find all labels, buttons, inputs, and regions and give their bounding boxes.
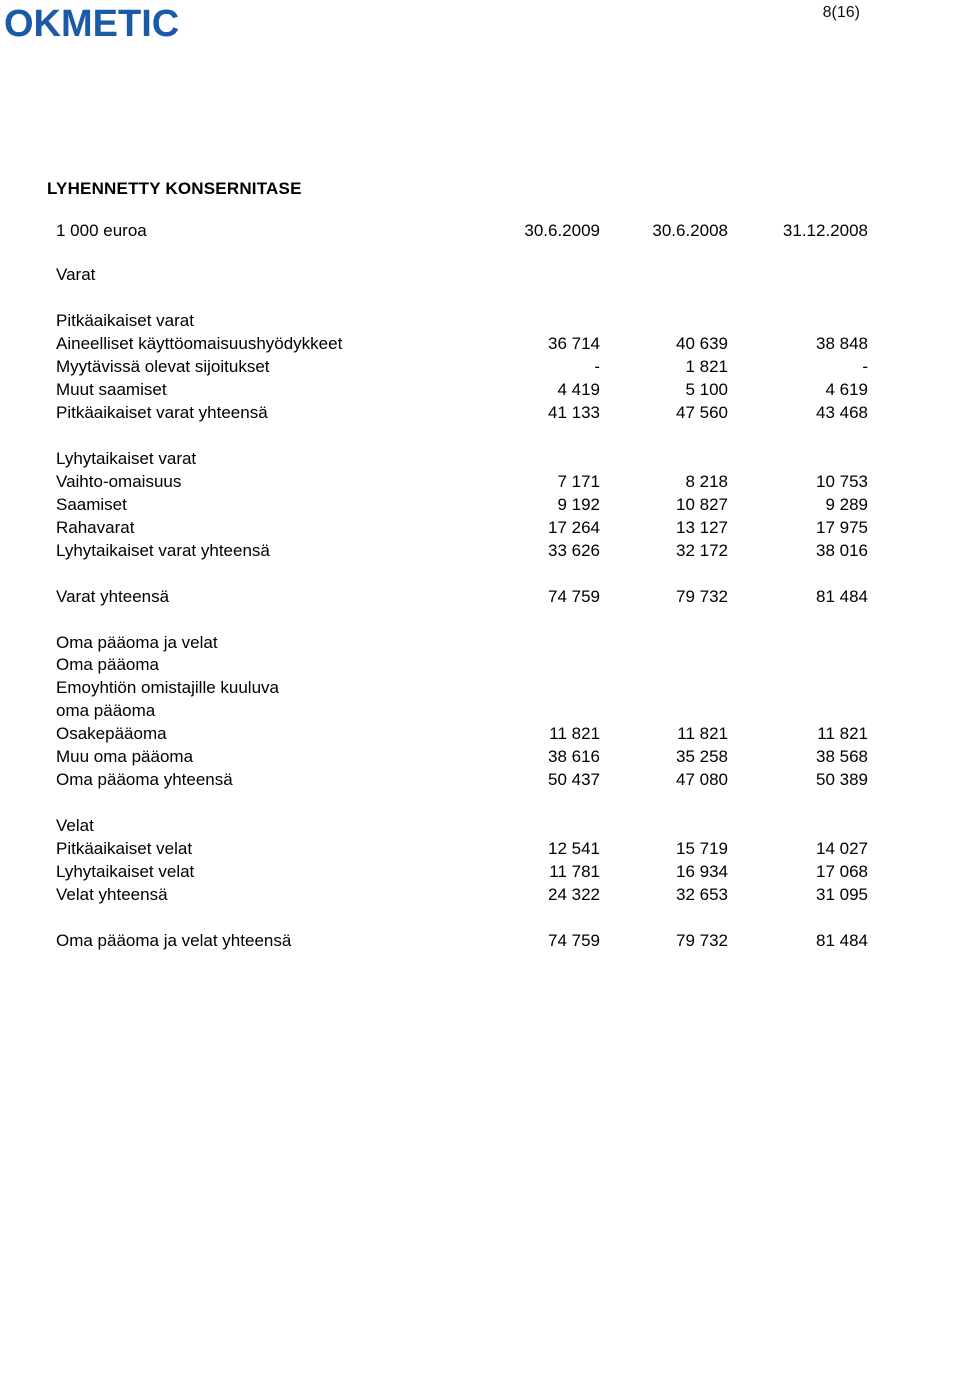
row-value: 10 753 bbox=[816, 472, 868, 491]
row-value: 16 934 bbox=[676, 862, 728, 881]
row-value: 35 258 bbox=[676, 747, 728, 766]
row-value: 74 759 bbox=[548, 587, 600, 606]
row-value: 10 827 bbox=[676, 495, 728, 514]
row-value: 9 192 bbox=[557, 495, 600, 514]
row-value: 50 389 bbox=[816, 770, 868, 789]
row-value: 14 027 bbox=[816, 839, 868, 858]
row-value: 81 484 bbox=[816, 931, 868, 950]
section-varat: Varat bbox=[56, 265, 96, 284]
column-header-2008-06: 30.6.2008 bbox=[652, 221, 728, 240]
section-oma-paaoma-ja-velat: Oma pääoma ja velat bbox=[56, 633, 218, 652]
row-value: 32 172 bbox=[676, 541, 728, 560]
row-value: 41 133 bbox=[548, 403, 600, 422]
row-label: Myytävissä olevat sijoitukset bbox=[56, 357, 270, 376]
row-value: 11 781 bbox=[549, 862, 600, 881]
row-label: Muut saamiset bbox=[56, 380, 167, 399]
row-label: Vaihto-omaisuus bbox=[56, 472, 182, 491]
row-value: 50 437 bbox=[548, 770, 600, 789]
row-value: 4 619 bbox=[825, 380, 868, 399]
row-label: Muu oma pääoma bbox=[56, 747, 194, 766]
logo-text: OKMETIC bbox=[4, 3, 180, 42]
section-lyhytaikaiset-varat: Lyhytaikaiset varat bbox=[56, 449, 197, 468]
row-label: Lyhytaikaiset varat yhteensä bbox=[56, 541, 270, 560]
row-value: 47 080 bbox=[676, 770, 728, 789]
row-value: 33 626 bbox=[548, 541, 600, 560]
row-value: 15 719 bbox=[676, 839, 728, 858]
row-label: Aineelliset käyttöomaisuushyödykkeet bbox=[56, 334, 343, 353]
row-value: 9 289 bbox=[825, 495, 868, 514]
row-value: 38 016 bbox=[816, 541, 868, 560]
row-value: 11 821 bbox=[677, 724, 728, 743]
row-value: 38 568 bbox=[816, 747, 868, 766]
row-label: Varat yhteensä bbox=[56, 587, 170, 606]
row-value: 11 821 bbox=[817, 724, 868, 743]
row-label: Oma pääoma ja velat yhteensä bbox=[56, 931, 292, 950]
row-label: Lyhytaikaiset velat bbox=[56, 862, 195, 881]
row-value: 5 100 bbox=[685, 380, 728, 399]
row-value: 47 560 bbox=[676, 403, 728, 422]
row-value: 7 171 bbox=[557, 472, 600, 491]
column-header-2009-06: 30.6.2009 bbox=[524, 221, 600, 240]
section-emoyhtio-line1: Emoyhtiön omistajille kuuluva bbox=[56, 678, 279, 697]
row-label: Velat yhteensä bbox=[56, 885, 168, 904]
row-value: - bbox=[862, 357, 868, 376]
row-value: 81 484 bbox=[816, 587, 868, 606]
row-value: 79 732 bbox=[676, 931, 728, 950]
okmetic-logo bbox=[4, 2, 200, 42]
row-value: 12 541 bbox=[548, 839, 600, 858]
row-value: 38 616 bbox=[548, 747, 600, 766]
row-value: 38 848 bbox=[816, 334, 868, 353]
column-header-2008-12: 31.12.2008 bbox=[782, 221, 868, 240]
row-label: Pitkäaikaiset velat bbox=[56, 839, 193, 858]
row-value: 43 468 bbox=[816, 403, 868, 422]
row-value: 1 821 bbox=[685, 357, 728, 376]
section-velat: Velat bbox=[56, 816, 94, 835]
row-value: 24 322 bbox=[548, 885, 600, 904]
row-label: Oma pääoma yhteensä bbox=[56, 770, 233, 789]
row-value: 17 068 bbox=[816, 862, 868, 881]
row-value: 13 127 bbox=[676, 518, 728, 537]
row-value: 79 732 bbox=[676, 587, 728, 606]
row-value: 74 759 bbox=[548, 931, 600, 950]
section-pitkaaikaiset-varat: Pitkäaikaiset varat bbox=[56, 311, 194, 330]
row-label: Saamiset bbox=[56, 495, 127, 514]
row-value: 36 714 bbox=[548, 334, 600, 353]
section-emoyhtio-line2: oma pääoma bbox=[56, 701, 156, 720]
document-title: LYHENNETTY KONSERNITASE bbox=[47, 179, 302, 198]
section-oma-paaoma: Oma pääoma bbox=[56, 655, 159, 674]
row-value: 8 218 bbox=[685, 472, 728, 491]
page-number: 8(16) bbox=[822, 4, 860, 21]
row-value: 17 264 bbox=[548, 518, 600, 537]
row-label: Pitkäaikaiset varat yhteensä bbox=[56, 403, 268, 422]
row-value: 32 653 bbox=[676, 885, 728, 904]
row-value: 4 419 bbox=[557, 380, 600, 399]
row-label: Osakepääoma bbox=[56, 724, 167, 743]
unit-label: 1 000 euroa bbox=[56, 221, 147, 240]
row-value: 31 095 bbox=[816, 885, 868, 904]
row-value: 17 975 bbox=[816, 518, 868, 537]
row-value: - bbox=[594, 357, 600, 376]
row-value: 11 821 bbox=[549, 724, 600, 743]
row-label: Rahavarat bbox=[56, 518, 135, 537]
row-value: 40 639 bbox=[676, 334, 728, 353]
